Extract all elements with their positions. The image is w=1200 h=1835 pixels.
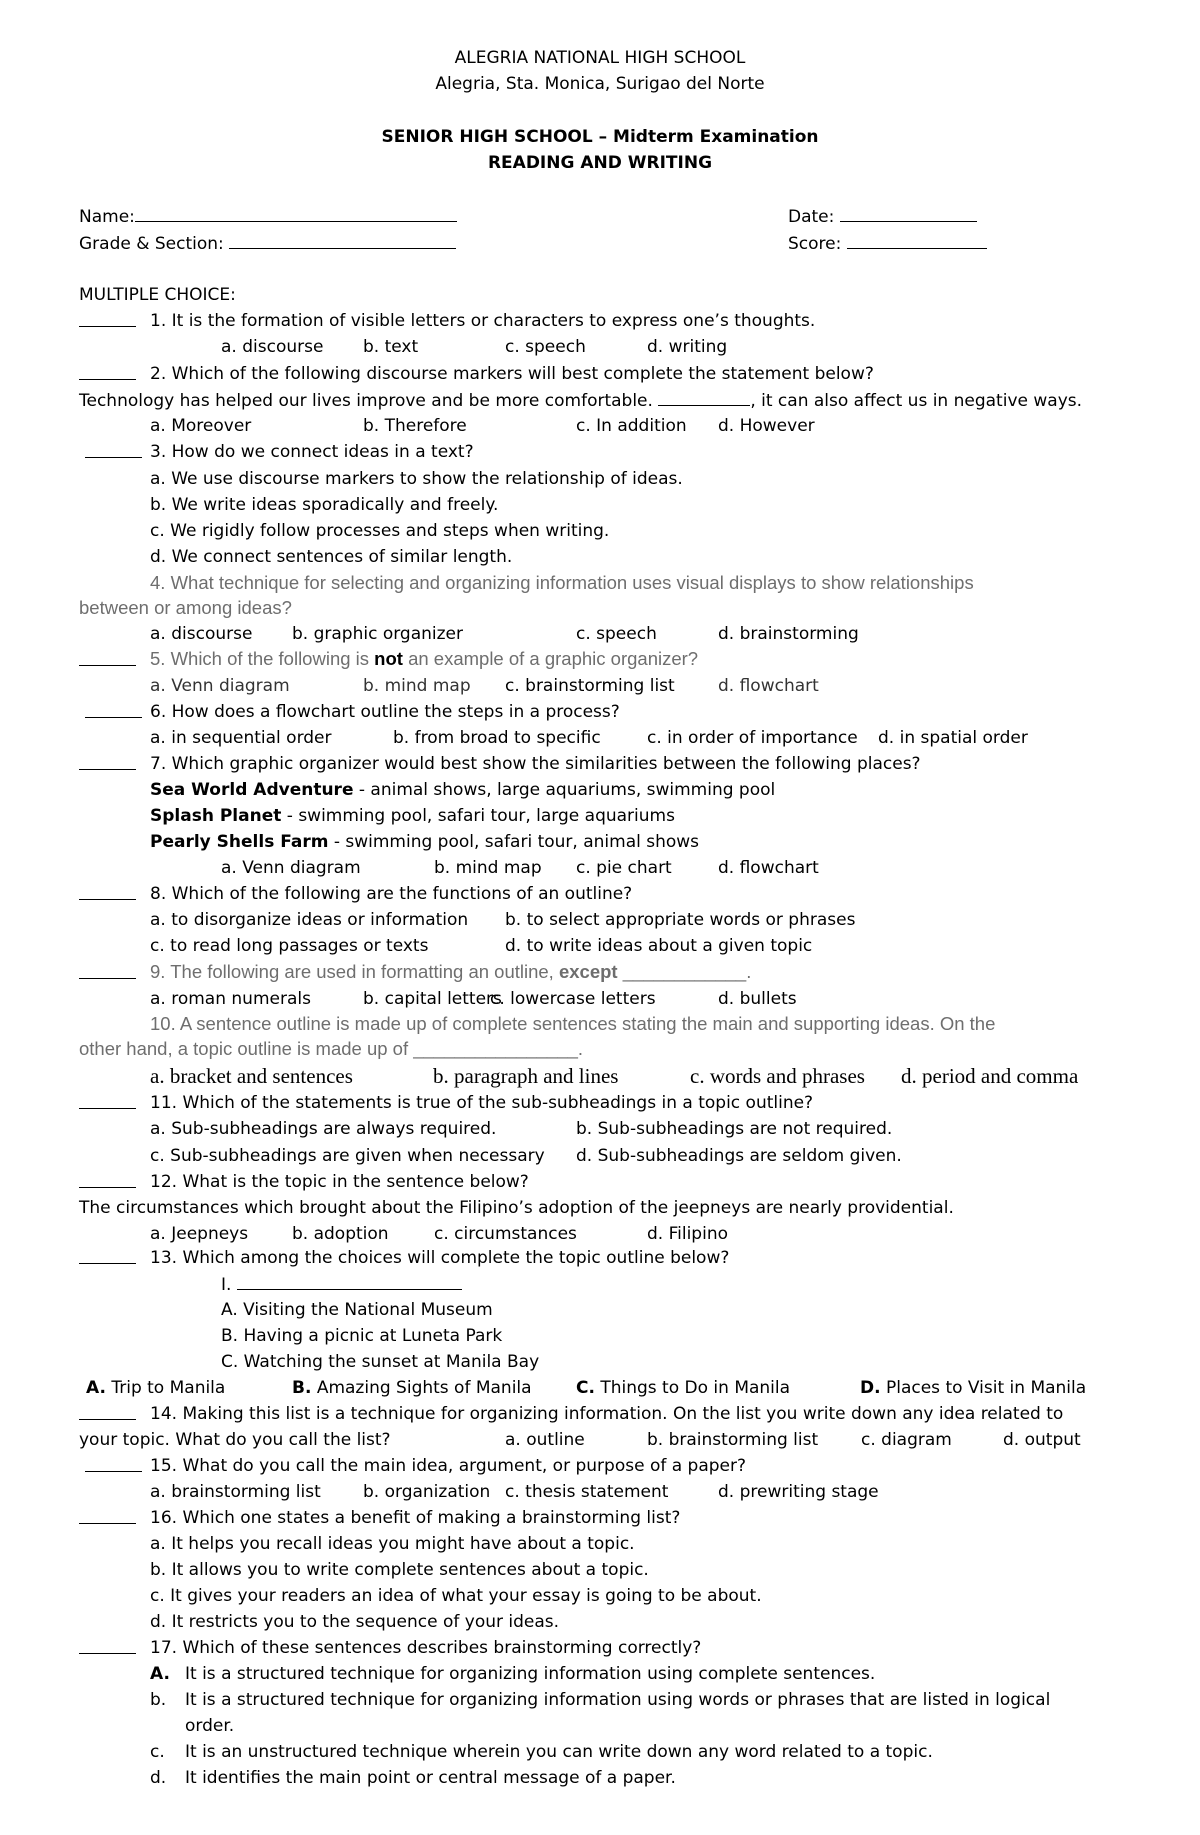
q13-option-b-text: Amazing Sights of Manila [311,1378,532,1398]
q13-outline-heading-label: I. [221,1275,237,1295]
section-title: MULTIPLE CHOICE: [79,285,236,305]
q13-outline-item-a: A. Visiting the National Museum [221,1300,493,1320]
q13-option-c [576,1377,790,1399]
question-4-stem-line2: between or among ideas? [79,597,292,618]
q6-option-b: b. from broad to specific [393,728,601,748]
q6-option-c: c. in order of importance [647,728,858,748]
q2-sentence [79,389,1082,412]
q9-option-d: d. bullets [718,989,797,1009]
q5-option-b: b. mind map [363,676,471,696]
q2-blank [658,389,750,406]
q15-option-c: c. thesis statement [505,1482,669,1502]
q13-option-d [860,1377,1086,1399]
q7-place-1-desc: - animal shows, large aquariums, swimming pool [353,780,776,800]
q8-option-c: c. to read long passages or texts [150,936,429,956]
q13-option-c-text: Things to Do in Manila [594,1378,791,1398]
q10-option-a: a. bracket and sentences [150,1064,353,1088]
q7-place-2-desc: - swimming pool, safari tour, large aquariums [281,806,675,826]
answer-blank-q16[interactable] [79,1509,136,1524]
q13-option-c-letter: C. [576,1378,595,1398]
q12-option-d: d. Filipino [647,1224,728,1244]
q11-option-b: b. Sub-subheadings are not required. [576,1119,893,1139]
q1-option-d: d. writing [647,337,728,357]
grade-section-field[interactable] [79,232,456,255]
q17-option-b-line1: It is a structured technique for organizing information using words or phrases that are listed in logical [185,1690,1051,1710]
q17-option-b-letter: b. [150,1690,167,1710]
q13-option-d-text: Places to Visit in Manila [880,1378,1087,1398]
q5-option-c: c. brainstorming list [505,676,675,696]
q13-option-a-text: Trip to Manila [105,1378,226,1398]
q16-option-a: a. It helps you recall ideas you might have about a topic. [150,1534,635,1554]
answer-blank-q12[interactable] [79,1173,136,1188]
answer-blank-q15[interactable] [85,1457,142,1472]
school-name: ALEGRIA NATIONAL HIGH SCHOOL [454,48,746,68]
q1-option-b: b. text [363,337,419,357]
q7-place-1 [150,779,775,801]
answer-blank-q6[interactable] [85,703,142,718]
answer-blank-q13[interactable] [79,1249,136,1264]
q8-option-d: d. to write ideas about a given topic [505,936,813,956]
answer-blank-q11[interactable] [79,1094,136,1109]
q9-stem-post: ____________. [617,961,752,982]
question-14-stem-line1: 14. Making this list is a technique for organizing information. On the list you write down any idea related to [150,1404,1064,1424]
answer-blank-q7[interactable] [79,755,136,770]
q11-option-a: a. Sub-subheadings are always required. [150,1119,497,1139]
q10-option-b: b. paragraph and lines [433,1064,619,1088]
date-field[interactable] [788,205,977,228]
q12-sentence: The circumstances which brought about the Filipino’s adoption of the jeepneys are nearly providential. [79,1198,954,1218]
q7-option-b: b. mind map [434,858,542,878]
q2-sentence-post: , it can also affect us in negative ways. [750,391,1083,411]
question-17-stem: 17. Which of these sentences describes brainstorming correctly? [150,1638,702,1658]
question-11-stem: 11. Which of the statements is true of the sub-subheadings in a topic outline? [150,1093,814,1113]
q17-option-a-letter: A. [150,1664,170,1684]
q11-option-d: d. Sub-subheadings are seldom given. [576,1146,902,1166]
answer-blank-q5[interactable] [79,651,136,666]
answer-blank-q17[interactable] [79,1639,136,1654]
question-8-stem: 8. Which of the following are the functions of an outline? [150,884,633,904]
question-2-stem: 2. Which of the following discourse markers will best complete the statement below? [150,364,874,384]
q7-place-2-name: Splash Planet [150,806,282,826]
question-6-stem: 6. How does a flowchart outline the steps in a process? [150,702,620,722]
q10-option-d: d. period and comma [901,1064,1079,1088]
q15-option-b: b. organization [363,1482,491,1502]
q6-option-a: a. in sequential order [150,728,332,748]
answer-blank-q3[interactable] [85,443,142,458]
q4-option-c: c. speech [576,624,657,644]
q17-option-d-letter: d. [150,1768,167,1788]
q12-option-b: b. adoption [292,1224,389,1244]
q1-option-c: c. speech [505,337,586,357]
question-5-stem [150,648,698,670]
q17-option-b-line2: order. [185,1716,235,1736]
grade-section-label: Grade & Section: [79,234,224,254]
q3-option-d: d. We connect sentences of similar length. [150,547,513,567]
q13-outline-item-b: B. Having a picnic at Luneta Park [221,1326,503,1346]
name-label: Name: [79,207,135,227]
subject-title: READING AND WRITING [487,153,713,173]
answer-blank-q9[interactable] [79,964,136,979]
q13-option-a [86,1377,225,1399]
name-line[interactable] [135,205,457,222]
q14-option-b: b. brainstorming list [647,1430,819,1450]
q7-place-3-desc: - swimming pool, safari tour, animal shows [328,832,700,852]
q12-option-a: a. Jeepneys [150,1224,249,1244]
q16-option-d: d. It restricts you to the sequence of your ideas. [150,1612,560,1632]
score-line[interactable] [847,232,987,249]
q7-option-a: a. Venn diagram [221,858,361,878]
school-address: Alegria, Sta. Monica, Surigao del Norte [435,74,765,94]
q12-option-c: c. circumstances [434,1224,577,1244]
q9-stem-emphasis: except [558,961,618,982]
q2-option-c: c. In addition [576,416,687,436]
answer-blank-q14[interactable] [79,1405,136,1420]
q3-option-c: c. We rigidly follow processes and steps when writing. [150,521,610,541]
q13-option-b-letter: B. [292,1378,312,1398]
q13-option-d-letter: D. [860,1378,881,1398]
question-16-stem: 16. Which one states a benefit of making a brainstorming list? [150,1508,681,1528]
q7-option-c: c. pie chart [576,858,672,878]
q13-option-a-letter: A. [86,1378,106,1398]
q13-outline-heading-blank [237,1273,462,1290]
q15-option-d: d. prewriting stage [718,1482,879,1502]
q3-option-b: b. We write ideas sporadically and freely. [150,495,499,515]
date-label: Date: [788,207,835,227]
question-1-stem: 1. It is the formation of visible letters or characters to express one’s thoughts. [150,311,816,331]
question-4-stem-line1: 4. What technique for selecting and organizing information uses visual displays to show relationships [150,572,974,593]
question-14-stem-line2: your topic. What do you call the list? [79,1430,391,1450]
score-field[interactable] [788,232,987,255]
answer-blank-q2[interactable] [79,365,136,380]
answer-blank-q8[interactable] [79,885,136,900]
question-13-stem: 13. Which among the choices will complete the topic outline below? [150,1248,730,1268]
q13-option-b [292,1377,532,1399]
question-12-stem: 12. What is the topic in the sentence below? [150,1172,529,1192]
q9-option-a: a. roman numerals [150,989,311,1009]
date-line[interactable] [840,205,977,222]
q2-option-b: b. Therefore [363,416,467,436]
q5-option-d: d. flowchart [718,676,819,696]
q2-option-a: a. Moreover [150,416,252,436]
q2-sentence-pre: Technology has helped our lives improve and be more comfortable. [79,391,653,411]
q7-place-3-name: Pearly Shells Farm [150,832,329,852]
q10-option-c: c. words and phrases [690,1064,865,1088]
q17-option-d: It identifies the main point or central message of a paper. [185,1768,676,1788]
question-7-stem: 7. Which graphic organizer would best show the similarities between the following places? [150,754,921,774]
q7-place-1-name: Sea World Adventure [150,780,354,800]
q4-option-d: d. brainstorming [718,624,859,644]
q9-stem-pre: 9. The following are used in formatting an outline, [150,961,559,982]
answer-blank-q1[interactable] [79,312,136,327]
grade-section-line[interactable] [229,232,456,249]
question-10-stem-line2: other hand, a topic outline is made up of ________________. [79,1038,584,1059]
q5-stem-post: an example of a graphic organizer? [402,648,699,669]
question-10-stem-line1: 10. A sentence outline is made up of complete sentences stating the main and supporting ideas. On the [150,1013,996,1034]
q5-option-a: a. Venn diagram [150,676,290,696]
exam-title: SENIOR HIGH SCHOOL – Midterm Examination [381,127,819,147]
name-field[interactable] [79,205,457,228]
q9-option-b: b. capital letters [363,989,502,1009]
q4-option-a: a. discourse [150,624,253,644]
question-3-stem: 3. How do we connect ideas in a text? [150,442,474,462]
q13-outline-item-c: C. Watching the sunset at Manila Bay [221,1352,540,1372]
q17-option-a: It is a structured technique for organizing information using complete sentences. [185,1664,876,1684]
q5-stem-emphasis: not [374,648,403,669]
q17-option-c: It is an unstructured technique wherein you can write down any word related to a topic. [185,1742,933,1762]
q11-option-c: c. Sub-subheadings are given when necessary [150,1146,545,1166]
q2-option-d: d. However [718,416,815,436]
q1-option-a: a. discourse [221,337,324,357]
q13-outline-heading [221,1273,462,1296]
q5-stem-pre: 5. Which of the following is [150,648,375,669]
q7-place-2 [150,805,675,827]
q17-option-c-letter: c. [150,1742,165,1762]
q16-option-c: c. It gives your readers an idea of what your essay is going to be about. [150,1586,762,1606]
q14-option-c: c. diagram [861,1430,952,1450]
q14-option-d: d. output [1003,1430,1081,1450]
q7-option-d: d. flowchart [718,858,819,878]
score-label: Score: [788,234,842,254]
q6-option-d: d. in spatial order [878,728,1028,748]
q8-option-a: a. to disorganize ideas or information [150,910,469,930]
q15-option-a: a. brainstorming list [150,1482,321,1502]
q9-option-c: c. lowercase letters [490,989,656,1009]
q7-place-3 [150,831,699,853]
q4-option-b: b. graphic organizer [292,624,464,644]
q8-option-b: b. to select appropriate words or phrases [505,910,856,930]
question-15-stem: 15. What do you call the main idea, argument, or purpose of a paper? [150,1456,747,1476]
q14-option-a: a. outline [505,1430,585,1450]
q3-option-a: a. We use discourse markers to show the relationship of ideas. [150,469,683,489]
q16-option-b: b. It allows you to write complete sentences about a topic. [150,1560,649,1580]
question-9-stem [150,961,751,983]
